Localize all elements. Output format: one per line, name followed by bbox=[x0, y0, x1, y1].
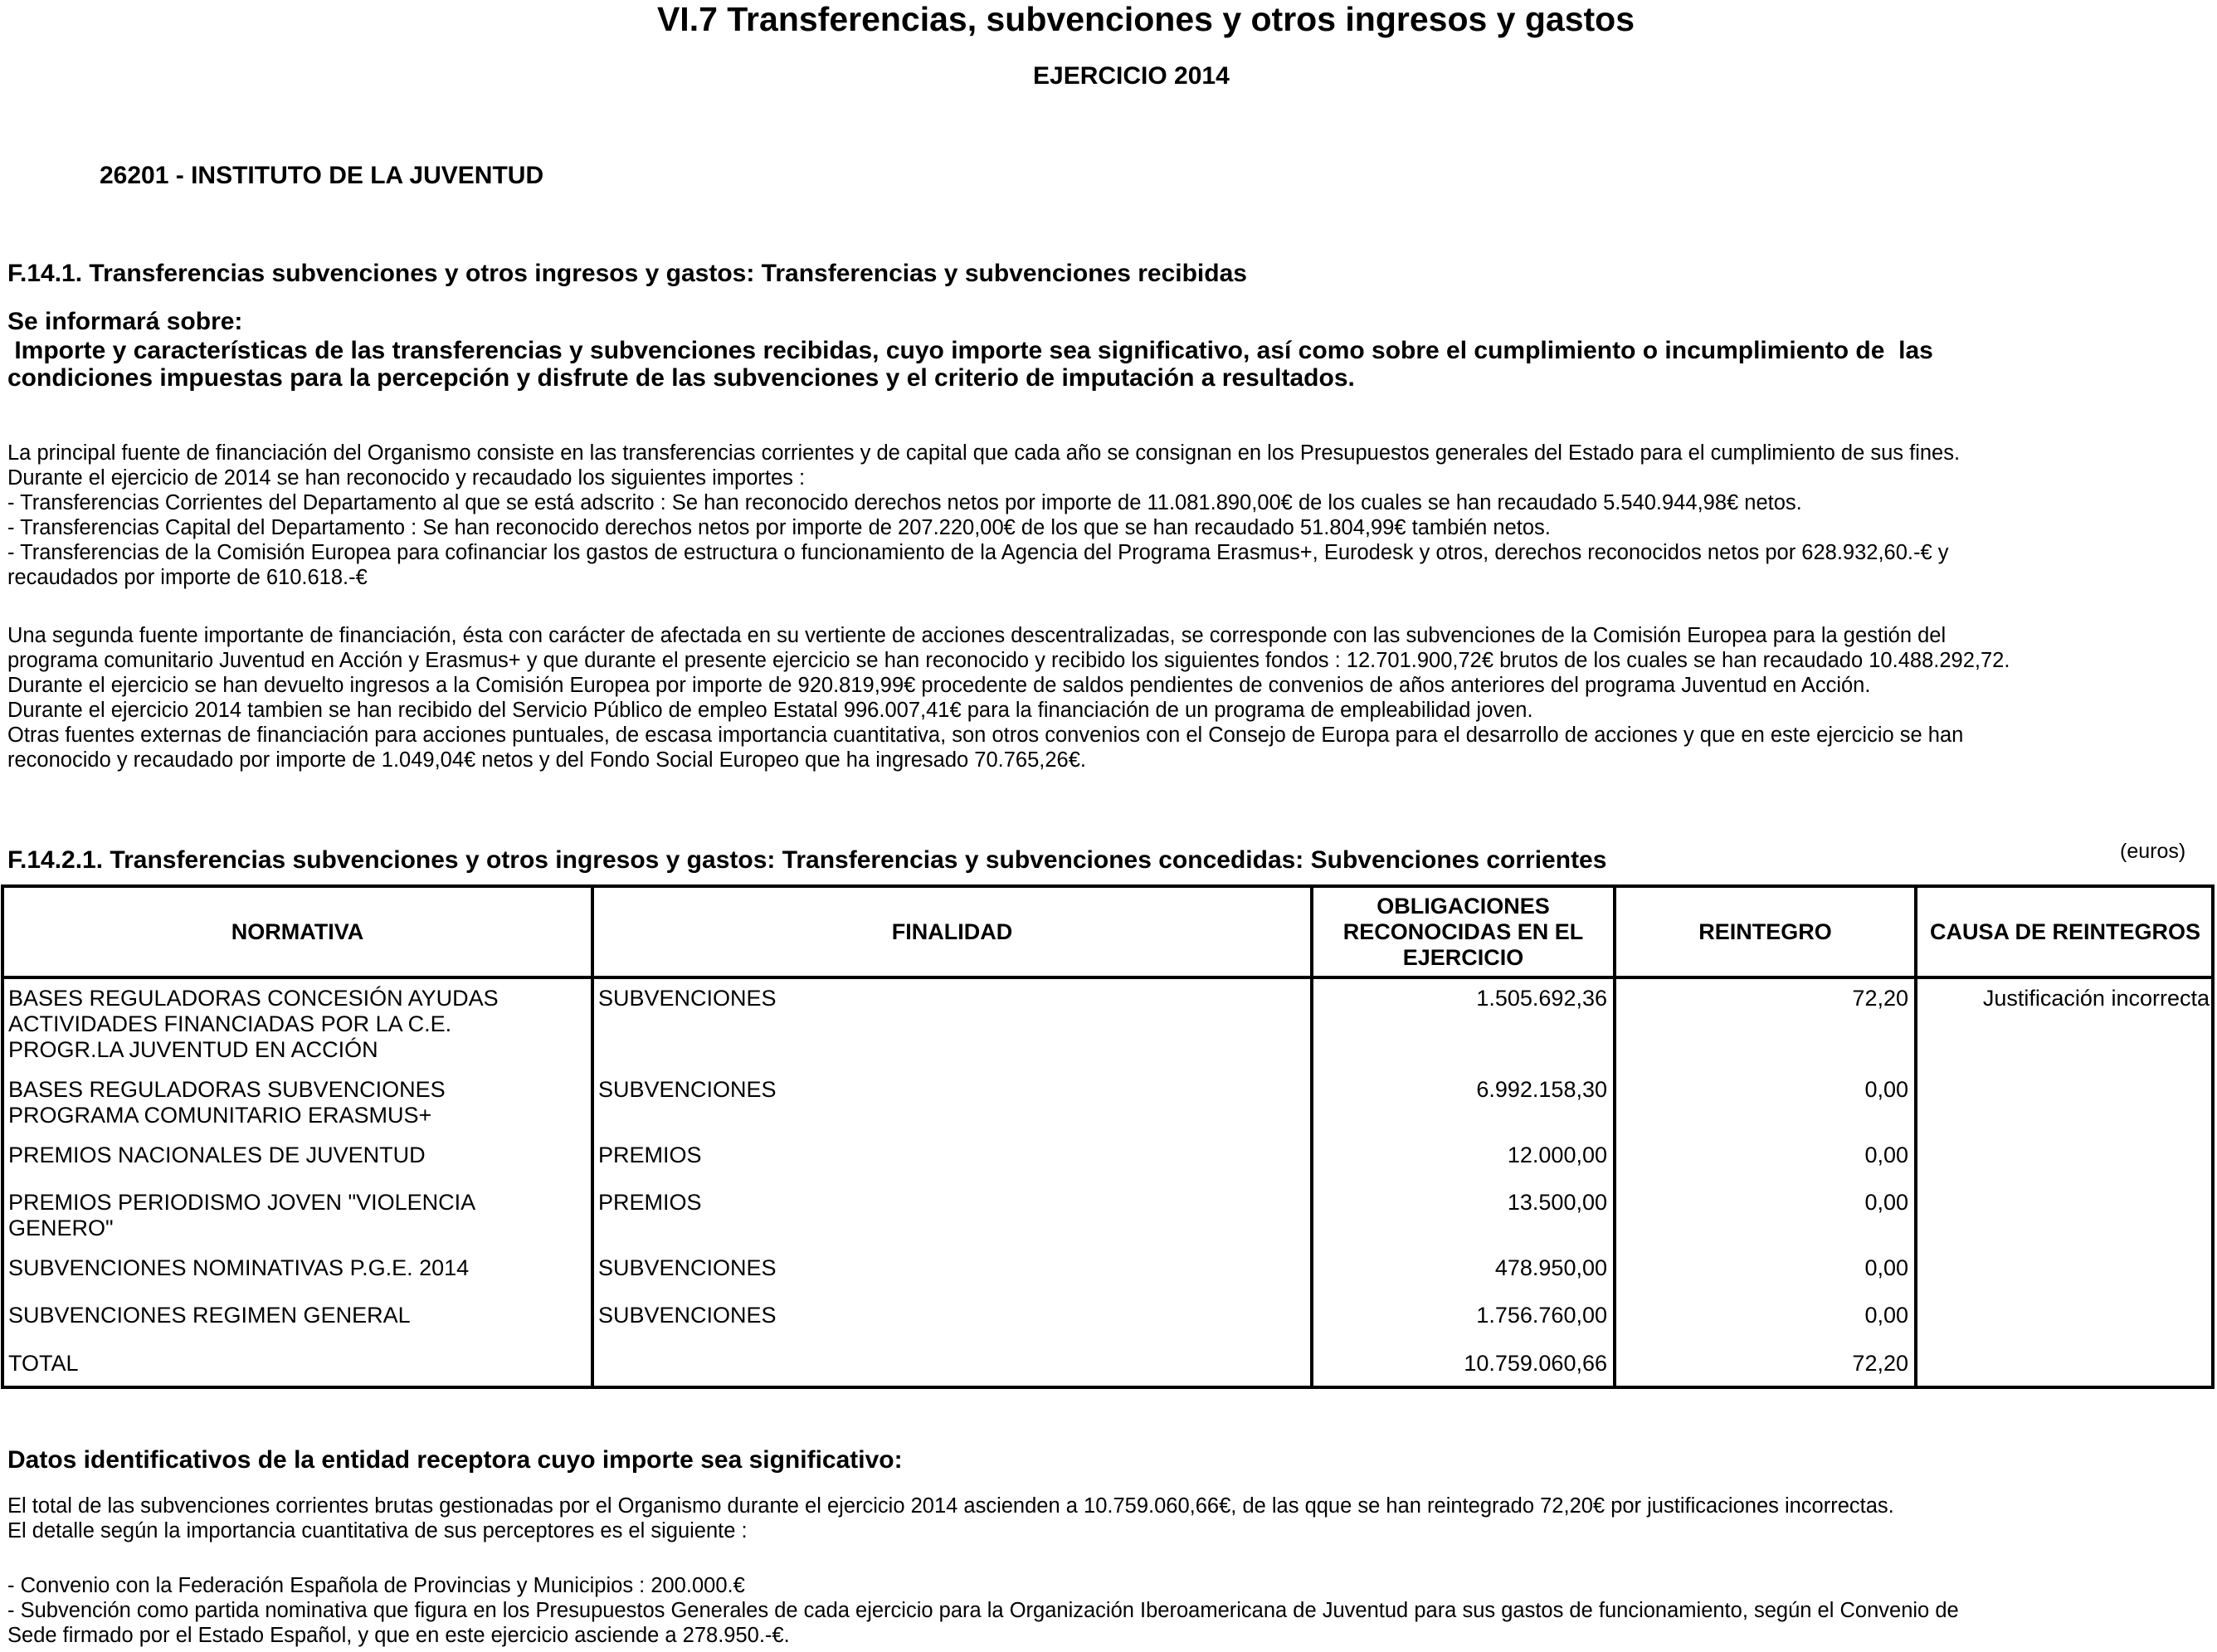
table-row bbox=[8, 1303, 589, 1328]
cell-finalidad: SUBVENCIONES bbox=[598, 986, 777, 1011]
text-line: Otras fuentes externas de financiación para acciones puntuales, de escasa importancia cuantitativa, son otros convenios con el Consejo de Europa para el desarrollo de acciones y que en este ejercicio se han bbox=[7, 724, 1964, 747]
cell-reintegro: 72,20 bbox=[1852, 986, 1908, 1011]
header-divider bbox=[4, 976, 2211, 979]
column-header-causa: CAUSA DE REINTEGROS bbox=[1929, 919, 2201, 944]
column-header-obligaciones bbox=[1313, 888, 1613, 976]
cell-normativa: PROGRAMA COMUNITARIO ERASMUS+ bbox=[8, 1103, 432, 1128]
column-header-finalidad: FINALIDAD bbox=[891, 919, 1013, 944]
total-label: TOTAL bbox=[8, 1351, 79, 1376]
recipients-paragraph-2 bbox=[7, 1573, 2215, 1648]
cell-obligaciones: 6.992.158,30 bbox=[1476, 1077, 1607, 1102]
table-row bbox=[8, 1255, 589, 1281]
subsidies-table bbox=[1, 884, 2215, 1389]
table-row bbox=[8, 986, 589, 1063]
inform-line: condiciones impuestas para la percepción y disfrute de las subvenciones y el criterio de imputación a resultados. bbox=[7, 364, 1355, 392]
cell-obligaciones: 1.756.760,00 bbox=[1476, 1303, 1607, 1328]
text-line: - Transferencias de la Comisión Europea para cofinanciar los gastos de estructura o funcionamiento de la Agencia del Programa Erasmus+, Eurodesk y otros, derechos reconocidos netos por 628.932,60.-€ y bbox=[7, 541, 1949, 564]
entity-name: 26201 - INSTITUTO DE LA JUVENTUD bbox=[100, 162, 544, 189]
cell-finalidad: PREMIOS bbox=[598, 1190, 702, 1215]
text-line: El total de las subvenciones corrientes brutas gestionadas por el Organismo durante el ejercicio 2014 ascienden a 10.759.060,66€, de las qque se han reintegrado 72,20€ por justificaciones incorrectas. bbox=[7, 1494, 1894, 1518]
cell-causa: Justificación incorrecta bbox=[1982, 986, 2210, 1011]
table-row bbox=[8, 1143, 589, 1168]
recipients-paragraph-1 bbox=[7, 1494, 2215, 1543]
text-line: recaudados por importe de 610.618.-€ bbox=[7, 566, 368, 589]
header-line: OBLIGACIONES bbox=[1376, 893, 1550, 919]
cell-normativa: SUBVENCIONES REGIMEN GENERAL bbox=[8, 1303, 411, 1328]
text-line: La principal fuente de financiación del Organismo consiste en las transferencias corrientes y de capital que cada año se consignan en los Presupuestos generales del Estado para el cumplimiento de sus fines. bbox=[7, 441, 1961, 465]
text-line: Durante el ejercicio de 2014 se han reconocido y recaudado los siguientes importes : bbox=[7, 466, 806, 490]
received-paragraph-1 bbox=[7, 441, 2215, 590]
cell-reintegro: 0,00 bbox=[1864, 1077, 1908, 1102]
cell-normativa: PROGR.LA JUVENTUD EN ACCIÓN bbox=[8, 1037, 378, 1062]
ejercicio-label: EJERCICIO 2014 bbox=[1033, 62, 1230, 90]
cell-normativa: PREMIOS NACIONALES DE JUVENTUD bbox=[8, 1143, 426, 1167]
section-received-title: F.14.1. Transferencias subvenciones y otros ingresos y gastos: Transferencias y subvenciones recibidas bbox=[7, 260, 1247, 287]
text-line: Sede firmado por el Estado Español, y que en este ejercicio asciende a 278.950.-€. bbox=[7, 1624, 790, 1647]
text-line: Durante el ejercicio se han devuelto ingresos a la Comisión Europea por importe de 920.819,99€ procedente de saldos pendientes de convenios de años anteriores del programa Juventud en Acción. bbox=[7, 674, 1871, 697]
total-obligaciones: 10.759.060,66 bbox=[1464, 1351, 1607, 1376]
table-row bbox=[8, 1190, 589, 1241]
cell-normativa: PREMIOS PERIODISMO JOVEN "VIOLENCIA bbox=[8, 1190, 476, 1215]
cell-normativa: ACTIVIDADES FINANCIADAS POR LA C.E. bbox=[8, 1011, 452, 1036]
cell-reintegro: 0,00 bbox=[1864, 1143, 1908, 1167]
cell-reintegro: 0,00 bbox=[1864, 1190, 1908, 1215]
section-granted-title: F.14.2.1. Transferencias subvenciones y otros ingresos y gastos: Transferencias y subvenciones concedidas: Subvenciones corrientes bbox=[7, 846, 1607, 874]
total-reintegro: 72,20 bbox=[1852, 1351, 1908, 1376]
text-line: - Subvención como partida nominativa que figura en los Presupuestos Generales de cada ejercicio para la Organización Iberoamericana de Juventud para sus gastos de funcionamiento, según el Convenio de bbox=[7, 1599, 1959, 1622]
column-header-reintegro: REINTEGRO bbox=[1698, 919, 1832, 944]
cell-reintegro: 0,00 bbox=[1864, 1303, 1908, 1328]
received-paragraph-2 bbox=[7, 623, 2215, 772]
units-label: (euros) bbox=[2120, 840, 2186, 863]
cell-reintegro: 0,00 bbox=[1864, 1255, 1908, 1280]
section-recipients-title: Datos identificativos de la entidad receptora cuyo importe sea significativo: bbox=[7, 1446, 903, 1474]
page-title: VI.7 Transferencias, subvenciones y otros ingresos y gastos bbox=[656, 0, 1635, 38]
table-row bbox=[8, 1077, 589, 1128]
cell-finalidad: SUBVENCIONES bbox=[598, 1303, 777, 1328]
cell-finalidad: PREMIOS bbox=[598, 1143, 702, 1167]
cell-normativa: BASES REGULADORAS SUBVENCIONES bbox=[8, 1077, 446, 1102]
cell-normativa: BASES REGULADORAS CONCESIÓN AYUDAS bbox=[8, 986, 499, 1011]
text-line: - Transferencias Capital del Departamento : Se han reconocido derechos netos por importe de 207.220,00€ de los que se han recaudado 51.804,99€ también netos. bbox=[7, 516, 1551, 539]
inform-label: Se informará sobre: bbox=[7, 308, 243, 335]
cell-finalidad: SUBVENCIONES bbox=[598, 1077, 777, 1102]
cell-normativa: SUBVENCIONES NOMINATIVAS P.G.E. 2014 bbox=[8, 1255, 470, 1280]
column-header-normativa: NORMATIVA bbox=[231, 919, 364, 944]
text-line: Una segunda fuente importante de financiación, ésta con carácter de afectada en su vertiente de acciones descentralizadas, se corresponde con las subvenciones de la Comisión Europea para la gestión del bbox=[7, 624, 1947, 647]
cell-obligaciones: 478.950,00 bbox=[1494, 1255, 1607, 1280]
text-line: programa comunitario Juventud en Acción y Erasmus+ y que durante el presente ejercicio se han reconocido y recibido los siguientes fondos : 12.701.900,72€ brutos de los cuales se han recaudado 10.488.292,72. bbox=[7, 649, 2010, 672]
header-line: EJERCICIO bbox=[1402, 944, 1524, 970]
inform-line: Importe y características de las transferencias y subvenciones recibidas, cuyo importe sea significativo, así como sobre el cumplimiento o incumplimiento de las bbox=[7, 337, 1933, 364]
cell-finalidad: SUBVENCIONES bbox=[598, 1255, 777, 1280]
text-line: - Transferencias Corrientes del Departamento al que se está adscrito : Se han reconocido derechos netos por importe de 11.081.890,00€ de los cuales se han recaudado 5.540.944,98€ netos. bbox=[7, 491, 1802, 514]
text-line: Durante el ejercicio 2014 tambien se han recibido del Servicio Público de empleo Estatal 996.007,41€ para la financiación de un programa de empleabilidad joven. bbox=[7, 699, 1533, 722]
cell-obligaciones: 12.000,00 bbox=[1507, 1143, 1607, 1167]
text-line: - Convenio con la Federación Española de Provincias y Municipios : 200.000.€ bbox=[7, 1574, 745, 1597]
text-line: reconocido y recaudado por importe de 1.049,04€ netos y del Fondo Social Europeo que ha ingresado 70.765,26€. bbox=[7, 748, 1087, 772]
cell-obligaciones: 1.505.692,36 bbox=[1476, 986, 1607, 1011]
text-line: El detalle según la importancia cuantitativa de sus perceptores es el siguiente : bbox=[7, 1519, 748, 1542]
header-line: RECONOCIDAS EN EL bbox=[1342, 919, 1584, 944]
cell-normativa: GENERO" bbox=[8, 1216, 114, 1240]
cell-obligaciones: 13.500,00 bbox=[1507, 1190, 1607, 1215]
